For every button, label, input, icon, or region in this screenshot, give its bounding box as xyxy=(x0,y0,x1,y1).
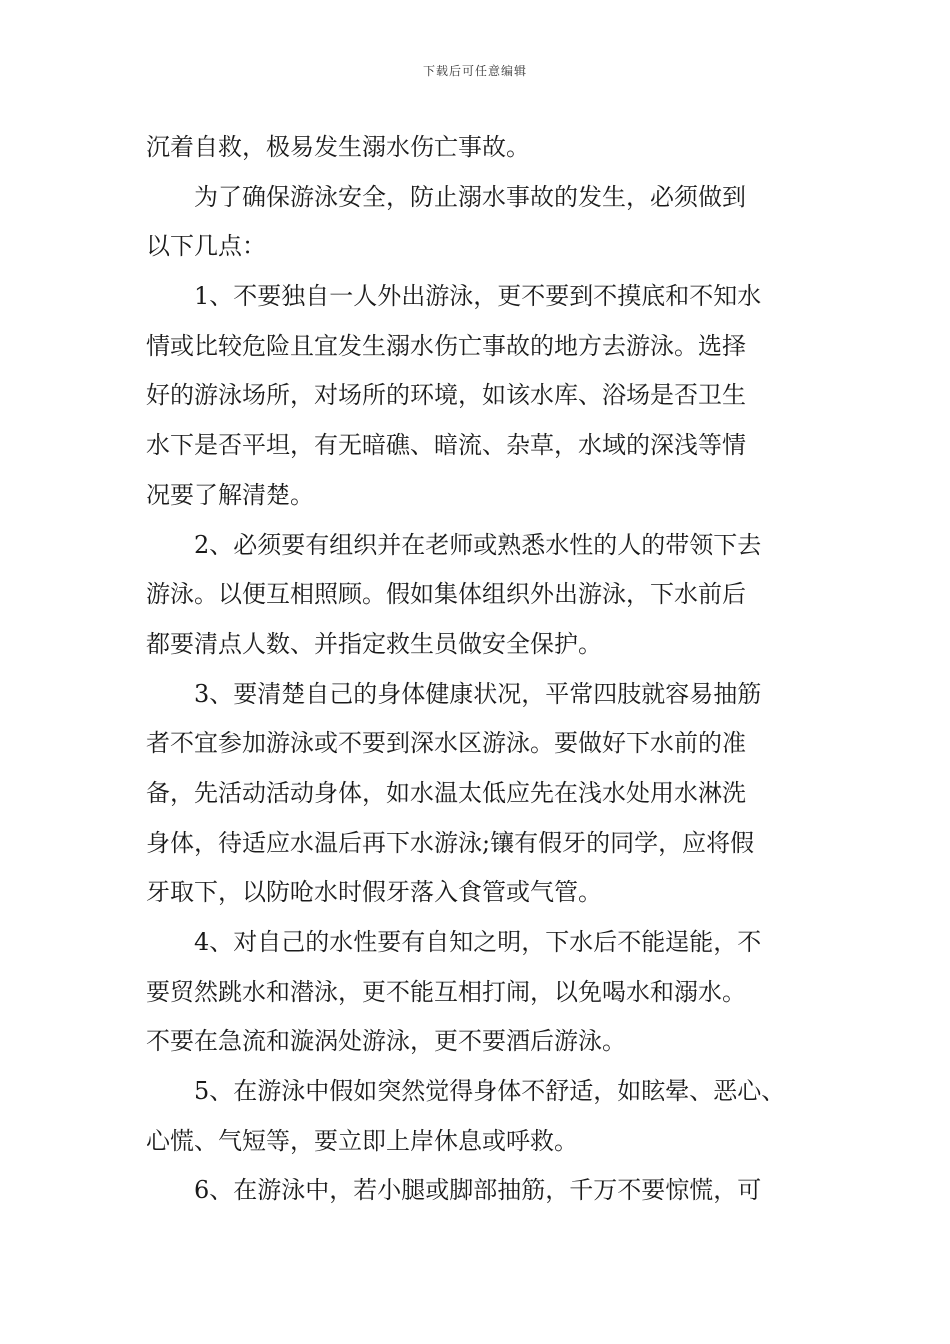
text-line: 4、对自己的水性要有自知之明，下水后不能逞能，不 xyxy=(194,928,762,956)
text-line: 水下是否平坦，有无暗礁、暗流、杂草，水域的深浅等情 xyxy=(146,431,746,460)
text-line: 备，先活动活动身体，如水温太低应先在浅水处用水淋洗 xyxy=(146,778,746,807)
text-line: 心慌、气短等，要立即上岸休息或呼救。 xyxy=(146,1126,578,1155)
text-line: 好的游泳场所，对场所的环境，如该水库、浴场是否卫生 xyxy=(146,381,746,410)
text-line: 6、在游泳中，若小腿或脚部抽筋，千万不要惊慌，可 xyxy=(194,1176,762,1205)
text-line: 况要了解清楚。 xyxy=(146,480,314,509)
text-line: 都要清点人数、并指定救生员做安全保护。 xyxy=(146,629,602,658)
text-line: 身体，待适应水温后再下水游泳;镶有假牙的同学，应将假 xyxy=(146,828,755,857)
text-line: 不要在急流和漩涡处游泳，更不要酒后游泳。 xyxy=(146,1027,626,1056)
text-line: 沉着自救，极易发生溺水伤亡事故。 xyxy=(146,133,530,161)
text-line: 游泳。以便互相照顾。假如集体组织外出游泳，下水前后 xyxy=(146,580,746,609)
text-line: 牙取下，以防呛水时假牙落入食管或气管。 xyxy=(146,878,602,907)
text-line: 情或比较危险且宜发生溺水伤亡事故的地方去游泳。选择 xyxy=(146,331,746,360)
text-line: 者不宜参加游泳或不要到深水区游泳。要做好下水前的准 xyxy=(146,729,746,758)
text-line: 2、必须要有组织并在老师或熟悉水性的人的带领下去 xyxy=(194,530,762,559)
text-line: 为了确保游泳安全，防止溺水事故的发生，必须做到 xyxy=(194,182,746,211)
text-line: 1、不要独自一人外出游泳，更不要到不摸底和不知水 xyxy=(194,282,762,311)
text-line: 以下几点： xyxy=(146,232,266,261)
page-header: 下载后可任意编辑 xyxy=(422,64,527,78)
document-body xyxy=(146,123,810,1216)
text-line: 3、要清楚自己的身体健康状况，平常四肢就容易抽筋 xyxy=(194,679,762,708)
text-line: 要贸然跳水和潜泳，更不能互相打闹，以免喝水和溺水。 xyxy=(146,977,746,1006)
text-line: 5、在游泳中假如突然觉得身体不舒适，如眩晕、恶心、 xyxy=(194,1077,786,1106)
